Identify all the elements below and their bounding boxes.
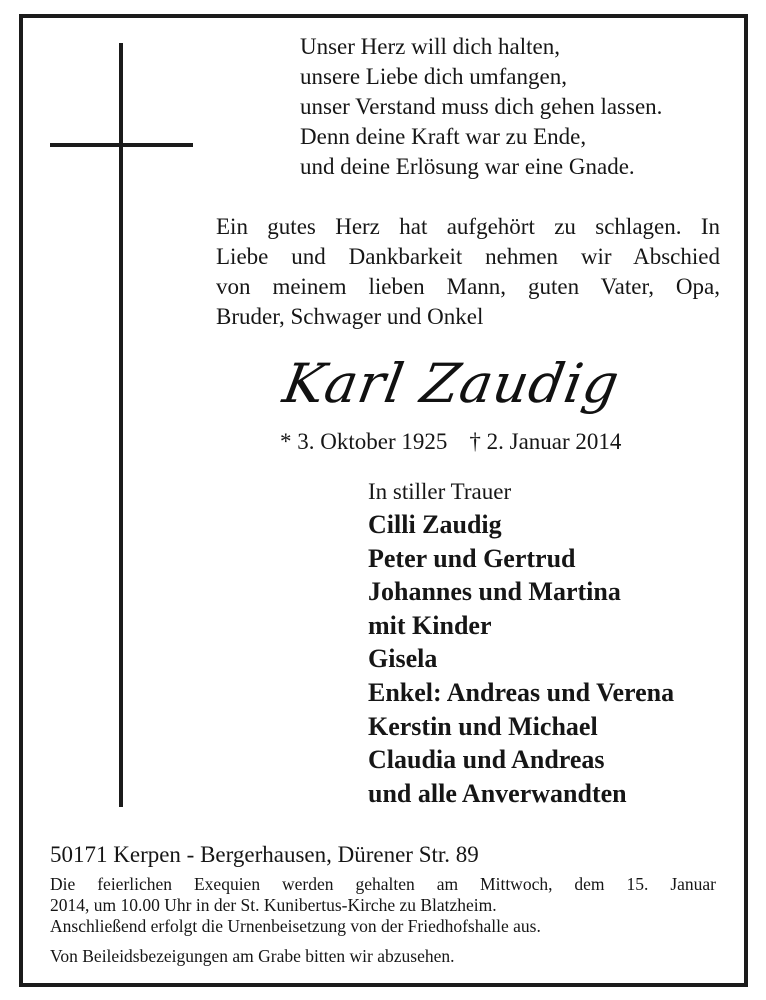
life-dates: [280, 427, 621, 457]
intro-line: Ein gutes Herz hat aufgehört zu schlagen. In: [216, 214, 720, 239]
mourner-name: und alle Anverwandten: [368, 778, 627, 808]
mourner-name: Johannes und Martina: [368, 577, 621, 607]
poem: [300, 32, 662, 182]
service-notice: [50, 874, 716, 937]
mourning-label: In stiller Trauer: [368, 479, 512, 504]
mourner-name: Peter und Gertrud: [368, 543, 576, 573]
notice-line: Die feierlichen Exequien werden gehalten am Mittwoch, dem 15. Januar: [50, 874, 716, 894]
birth-date: * 3. Oktober 1925: [280, 429, 448, 454]
poem-line: unser Verstand muss dich gehen lassen.: [300, 94, 663, 119]
deceased-name: Karl Zaudig: [278, 352, 625, 415]
intro-line: von meinem lieben Mann, guten Vater, Opa,: [216, 274, 720, 299]
poem-line: Unser Herz will dich halten,: [300, 34, 560, 59]
mourners-list: [368, 508, 674, 810]
cross-horizontal-bar: [50, 143, 193, 147]
mourner-name: Cilli Zaudig: [368, 510, 502, 539]
mourner-name: Claudia und Andreas: [368, 745, 605, 775]
cross-vertical-bar: [119, 43, 123, 807]
intro-line: Liebe und Dankbarkeit nehmen wir Abschied: [216, 244, 720, 269]
poem-line: und deine Erlösung war eine Gnade.: [300, 154, 635, 179]
mourner-name: Enkel: Andreas und Verena: [368, 677, 675, 707]
mourner-name: mit Kinder: [368, 610, 492, 640]
death-date: † 2. Januar 2014: [469, 429, 622, 454]
mourner-name: Kerstin und Michael: [368, 711, 598, 741]
poem-line: unsere Liebe dich umfangen,: [300, 64, 567, 89]
notice-line: Anschließend erfolgt die Urnenbeisetzung von der Friedhofshalle aus.: [50, 916, 541, 936]
address: 50171 Kerpen - Bergerhausen, Dürener Str. 89: [50, 842, 479, 867]
poem-line: Denn deine Kraft war zu Ende,: [300, 124, 587, 149]
intro-text: [216, 212, 720, 332]
mourner-name: Gisela: [368, 644, 438, 674]
notice-line: 2014, um 10.00 Uhr in der St. Kunibertus-Kirche zu Blatzheim.: [50, 895, 497, 915]
final-note: Von Beileidsbezeigungen am Grabe bitten wir abzusehen.: [50, 946, 455, 966]
intro-line: Bruder, Schwager und Onkel: [216, 304, 484, 329]
